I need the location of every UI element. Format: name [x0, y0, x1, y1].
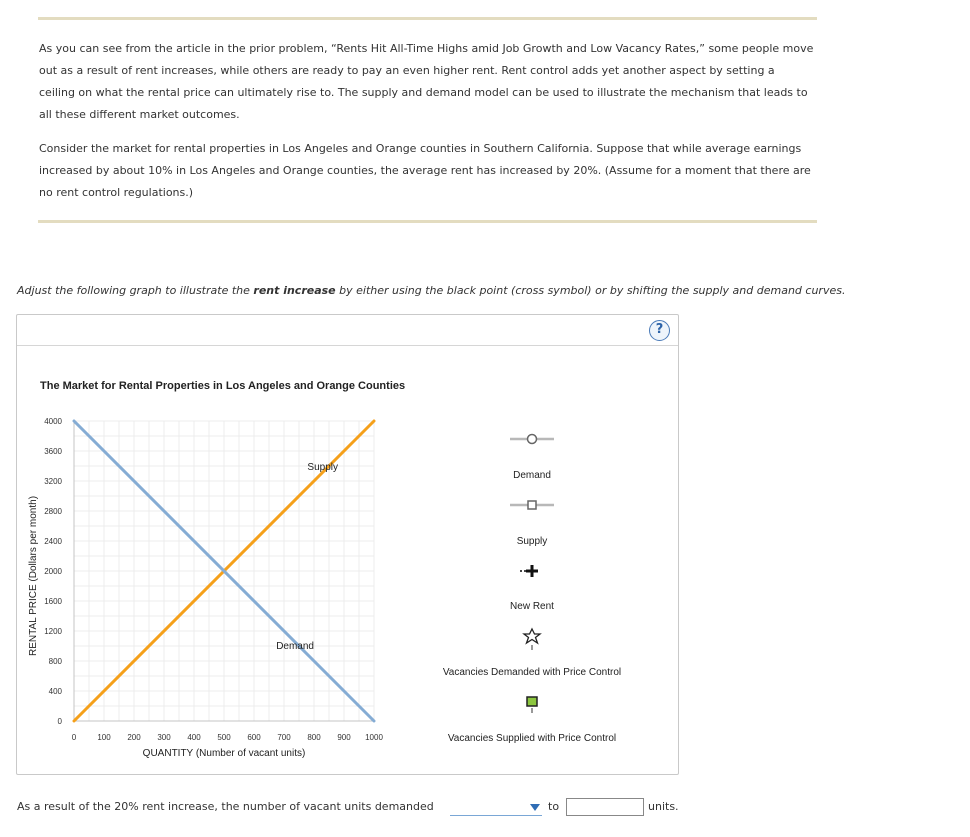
instruction-text-before: Adjust the following graph to illustrate the	[17, 284, 254, 297]
legend-vacancies-supplied[interactable]	[448, 697, 616, 744]
x-tick-label: 100	[97, 733, 111, 742]
legend-demand[interactable]	[510, 435, 554, 482]
demand-circle-icon	[528, 435, 537, 444]
question-text: As a result of the 20% rent increase, the number of vacant units demanded	[17, 800, 434, 813]
legend-vacancies-demanded[interactable]	[443, 629, 621, 678]
intro-paragraph-2: Consider the market for rental properties in Los Angeles and Orange counties in Southern California. Suppose that while average earnings increased by about 10% in Los Angeles and Orange counties, the average rent has increased by 20%. (Assume for a moment that there are no rent control regulations.)	[39, 142, 811, 199]
instruction-text-after: by either using the black point (cross symbol) or by shifting the supply and demand curves.	[335, 284, 846, 297]
x-tick-label: 1000	[365, 733, 383, 742]
x-tick-label: 700	[277, 733, 291, 742]
y-tick-label: 3200	[44, 477, 62, 486]
x-tick-label: 600	[247, 733, 261, 742]
y-tick-label: 1200	[44, 627, 62, 636]
y-tick-label: 4000	[44, 417, 62, 426]
legend-vacancies-supplied-label: Vacancies Supplied with Price Control	[447, 733, 617, 744]
x-tick-label: 300	[157, 733, 171, 742]
legend-demand-label: Demand	[513, 470, 551, 481]
demand-curve-label: Demand	[276, 641, 314, 652]
x-tick-labels	[72, 733, 384, 742]
x-axis-label: QUANTITY (Number of vacant units)	[142, 748, 306, 759]
legend-vacancies-demanded-label: Vacancies Demanded with Price Control	[442, 667, 622, 678]
x-tick-label: 0	[71, 733, 77, 742]
y-axis-label: RENTAL PRICE (Dollars per month)	[28, 495, 39, 657]
legend-new-rent[interactable]	[510, 565, 554, 612]
intro-paragraph-1: As you can see from the article in the prior problem, “Rents Hit All-Time Highs amid Job Growth and Low Vacancy Rates,” some people move out as a result of rent increases, while others are ready to pay an even higher rent. Rent control adds yet another aspect by setting a ceiling on what the rental price can ultimately rise to. The supply and demand model can be used to illustrate the mechanism that leads to all these different market outcomes.	[39, 42, 814, 121]
legend-supply-label: Supply	[516, 536, 548, 547]
x-tick-label: 500	[217, 733, 231, 742]
units-label: units.	[648, 800, 679, 813]
instruction-bold: rent increase	[253, 284, 336, 297]
y-tick-label: 800	[48, 657, 62, 666]
chart-title: The Market for Rental Properties in Los Angeles and Orange Counties	[40, 380, 406, 392]
change-dropdown[interactable]	[450, 798, 542, 816]
y-tick-label: 400	[48, 687, 62, 696]
help-icon[interactable]: ?	[649, 320, 670, 341]
y-tick-label: 2800	[44, 507, 62, 516]
y-tick-label: 2400	[44, 537, 62, 546]
bar-point-icon	[527, 697, 537, 706]
supply-square-icon	[528, 501, 536, 509]
x-tick-label: 800	[307, 733, 321, 742]
x-tick-label: 900	[337, 733, 351, 742]
y-tick-label: 2000	[44, 567, 62, 576]
x-tick-label: 200	[127, 733, 141, 742]
to-label: to	[548, 800, 560, 813]
y-tick-label: 0	[57, 717, 62, 726]
y-tick-labels	[44, 417, 62, 726]
vacant-units-input[interactable]	[566, 798, 644, 816]
y-tick-label: 3600	[44, 447, 62, 456]
chevron-down-icon	[530, 804, 540, 811]
legend-new-rent-label: New Rent	[510, 601, 554, 612]
y-tick-label: 1600	[44, 597, 62, 606]
supply-curve-label: Supply	[307, 461, 338, 473]
legend-supply[interactable]	[510, 501, 554, 547]
cross-point-icon	[526, 565, 538, 577]
star-point-icon	[524, 629, 540, 643]
x-tick-label: 400	[187, 733, 201, 742]
